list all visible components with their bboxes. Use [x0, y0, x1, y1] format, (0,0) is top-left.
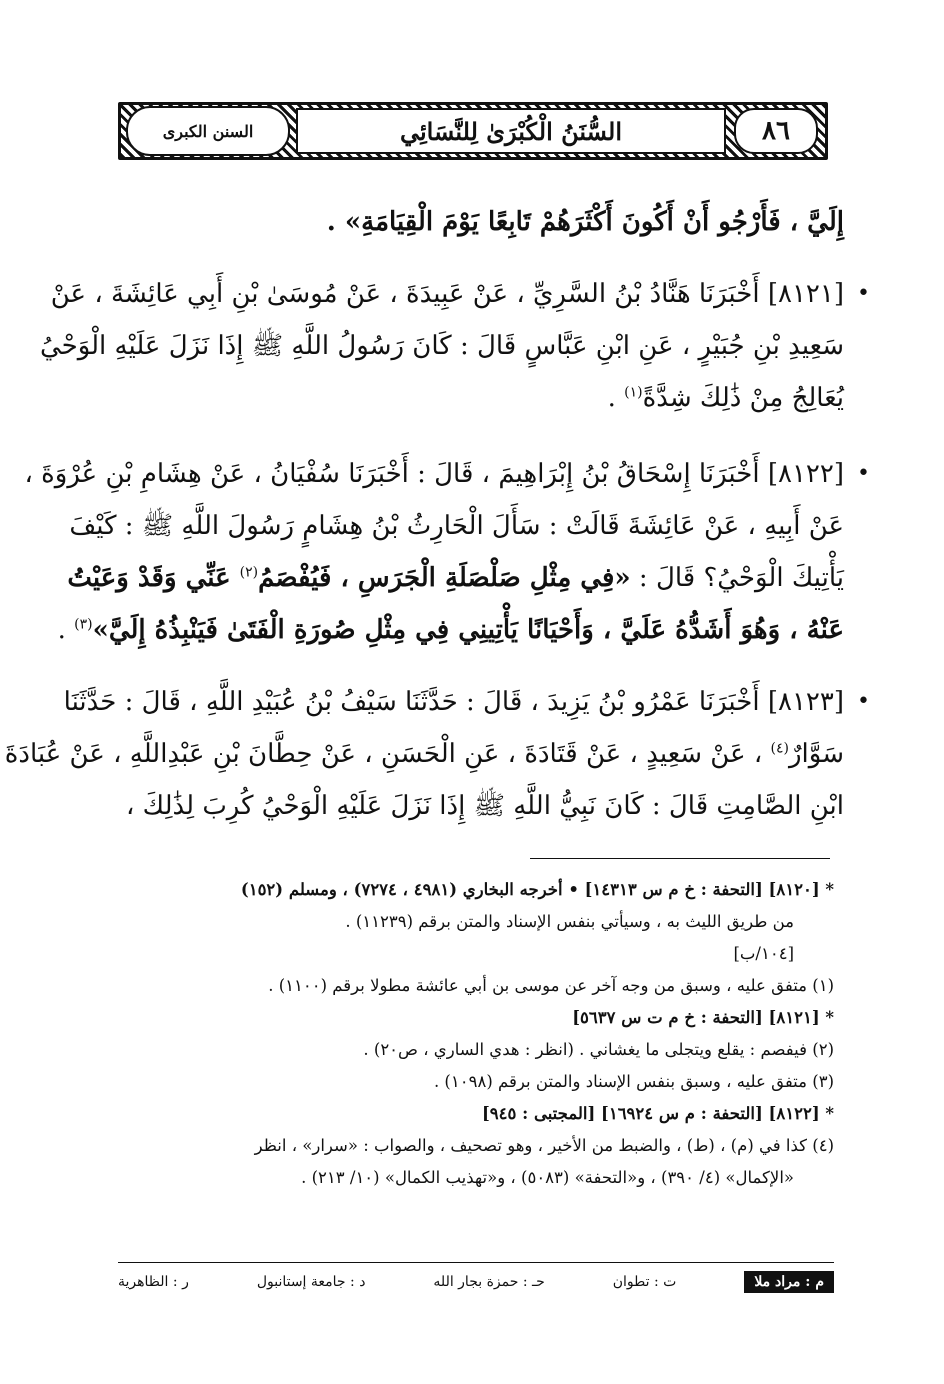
- main-text: [4, 196, 870, 832]
- page-footer: [118, 1268, 834, 1296]
- text-line: [٨١٢١] أَخْبَرَنَا هَنَّادُ بْنُ السَّرِيِّ ، عَنْ عَبِيدَةَ ، عَنْ مُوسَىٰ بْنِ أَبِي عَائِشَةَ ، عَنْ: [50, 279, 844, 309]
- footnotes: [118, 874, 834, 1194]
- text-segment: .: [57, 615, 75, 645]
- footer-manuscript-d: د : جامعة إستانبول: [256, 1274, 366, 1290]
- text-segment: يَأْتِيكَ الْوَحْيُ؟ قَالَ :: [630, 563, 844, 593]
- text-segment: يُعَالِجُ مِنْ ذَٰلِكَ شِدَّةً: [642, 383, 844, 413]
- footnote-line: (٢) فيفصم : يقلع ويتجلى ما يغشاني . (انظر : هدي الساري ، ص٢٠) .: [363, 1040, 834, 1059]
- text-line: [٨١٢٢] أَخْبَرَنَا إِسْحَاقُ بْنُ إِبْرَاهِيمَ ، قَالَ : أَخْبَرَنَا سُفْيَانُ ، عَنْ هِشَامِ بْنِ عُرْوَةَ ،: [24, 459, 844, 489]
- footnote-line: (٤) كذا في (م) ، (ط) ، والضبط من الأخير ، وهو تصحيف ، والصواب : «سرار» ، انظر: [254, 1136, 834, 1155]
- text-line: ابْنِ الصَّامِتِ قَالَ : كَانَ نَبِيُّ اللَّهِ ﷺ إِذَا نَزَلَ عَلَيْهِ الْوَحْيُ كُرِبَ لِذَٰلِكَ ،: [126, 791, 844, 821]
- page-number: ٨٦: [734, 108, 818, 154]
- footnote-line: «الإكمال» (٤/ ٣٩٠) ، و«التحفة» (٥٠٨٣) ، و«تهذيب الكمال» (١٠/ ٢١٣) .: [301, 1168, 794, 1187]
- footnote-line: (٣) متفق عليه ، وسبق بنفس الإسناد والمتن برقم (١٠٩٨) .: [433, 1072, 834, 1091]
- text-segment: سَوَّارٌ: [789, 739, 844, 769]
- text-line: [4, 728, 844, 780]
- text-line: عَنْ أَبِيهِ ، عَنْ عَائِشَةَ قَالَتْ : سَأَلَ الْحَارِثُ بْنُ هِشَامٍ رَسُولَ اللَّهِ ﷺ : كَيْفَ: [69, 511, 844, 541]
- book-title: السُّنَنُ الْكُبْرَىٰ لِلنَّسَائِي: [399, 116, 623, 146]
- text-line: [67, 552, 844, 604]
- footer-manuscript-r: ر : الظاهرية: [118, 1274, 189, 1290]
- text-segment: ، عَنْ سَعِيدٍ ، عَنْ قَتَادَةَ ، عَنِ الْحَسَنِ ، عَنْ حِطَّانَ بْنِ عَبْدِاللَّهِ ، عَنْ عُبَادَةَ: [4, 739, 771, 769]
- text-segment: «فِي مِثْلِ صَلْصَلَةِ الْجَرَسِ ، فَيُفْصَمُ: [258, 563, 631, 593]
- text-segment: .: [607, 383, 625, 413]
- hadith-8122: [24, 448, 870, 656]
- footnote-ref: (٢): [239, 564, 259, 581]
- footnote-ref: (٤): [770, 740, 789, 757]
- book-logo: [126, 106, 290, 156]
- bullet-icon: •: [857, 689, 870, 714]
- book-logo-text: السنن الكبرى: [162, 121, 254, 141]
- text-segment: عَنْهُ ، وَهُوَ أَشَدُّهُ عَلَيَّ ، وَأَحْيَانًا يَأْتِينِي فِي مِثْلِ صُورَةِ الْفَتَىٰ فَيَنْبِذُهُ إِلَيَّ»: [92, 615, 844, 645]
- footnote-line: (١) متفق عليه ، وسبق من وجه آخر عن موسى بن أبي عائشة مطولا برقم (١١٠٠) .: [268, 976, 834, 995]
- text-line: [118, 372, 844, 424]
- footnote-line: * [٨١٢٠] [التحفة : خ م س ١٤٣١٣] • أخرجه البخاري (٤٩٨١ ، ٧٢٧٤) ، ومسلم (١٥٢): [240, 880, 834, 899]
- footnote-separator: [530, 858, 830, 859]
- text-line: [٨١٢٣] أَخْبَرَنَا عَمْرُو بْنُ يَزِيدَ ، قَالَ : حَدَّثَنَا سَيْفُ بْنُ عُبَيْدِ اللَّهِ ، قَالَ : حَدَّثَنَا: [63, 687, 844, 717]
- bullet-icon: •: [857, 461, 870, 486]
- text-line: سَعِيدِ بْنِ جُبَيْرٍ ، عَنِ ابْنِ عَبَّاسٍ قَالَ : كَانَ رَسُولُ اللَّهِ ﷺ إِذَا نَزَلَ عَلَيْهِ الْوَحْيُ: [39, 331, 844, 361]
- footnote-line: من طريق الليث به ، وسيأتي بنفس الإسناد والمتن برقم (١١٢٣٩) .: [345, 912, 794, 931]
- hadith-8121: [39, 268, 870, 424]
- footnote-ref: (٣): [74, 616, 93, 633]
- page-header: [118, 102, 828, 160]
- hadith-8123: [4, 676, 870, 832]
- footer-rule: [118, 1262, 834, 1263]
- footer-manuscript-m: م : مراد ملا: [744, 1271, 834, 1293]
- footnote-line: [١٠٤/ب]: [733, 944, 794, 963]
- header-title-box: [296, 108, 726, 154]
- footer-manuscript-t: ت : تطوان: [612, 1274, 677, 1290]
- text-line: إِلَيَّ ، فَأَرْجُو أَنْ أَكُونَ أَكْثَرَهُمْ تَابِعًا يَوْمَ الْقِيَامَةِ» .: [326, 207, 844, 237]
- text-segment: عَنِّي وَقَدْ وَعَيْتُ: [67, 563, 240, 593]
- footnote-ref: (١): [624, 384, 643, 401]
- text-line: [57, 604, 844, 656]
- footer-manuscript-h: حـ : حمزة بجار الله: [433, 1274, 545, 1290]
- footnote-line: * [٨١٢١] [التحفة : خ م ت س ٥٦٣٧]: [572, 1008, 834, 1027]
- bullet-icon: •: [857, 281, 870, 306]
- footnote-line: * [٨١٢٢] [التحفة : م س ١٦٩٢٤] [المجتبى : ٩٤٥]: [481, 1104, 834, 1123]
